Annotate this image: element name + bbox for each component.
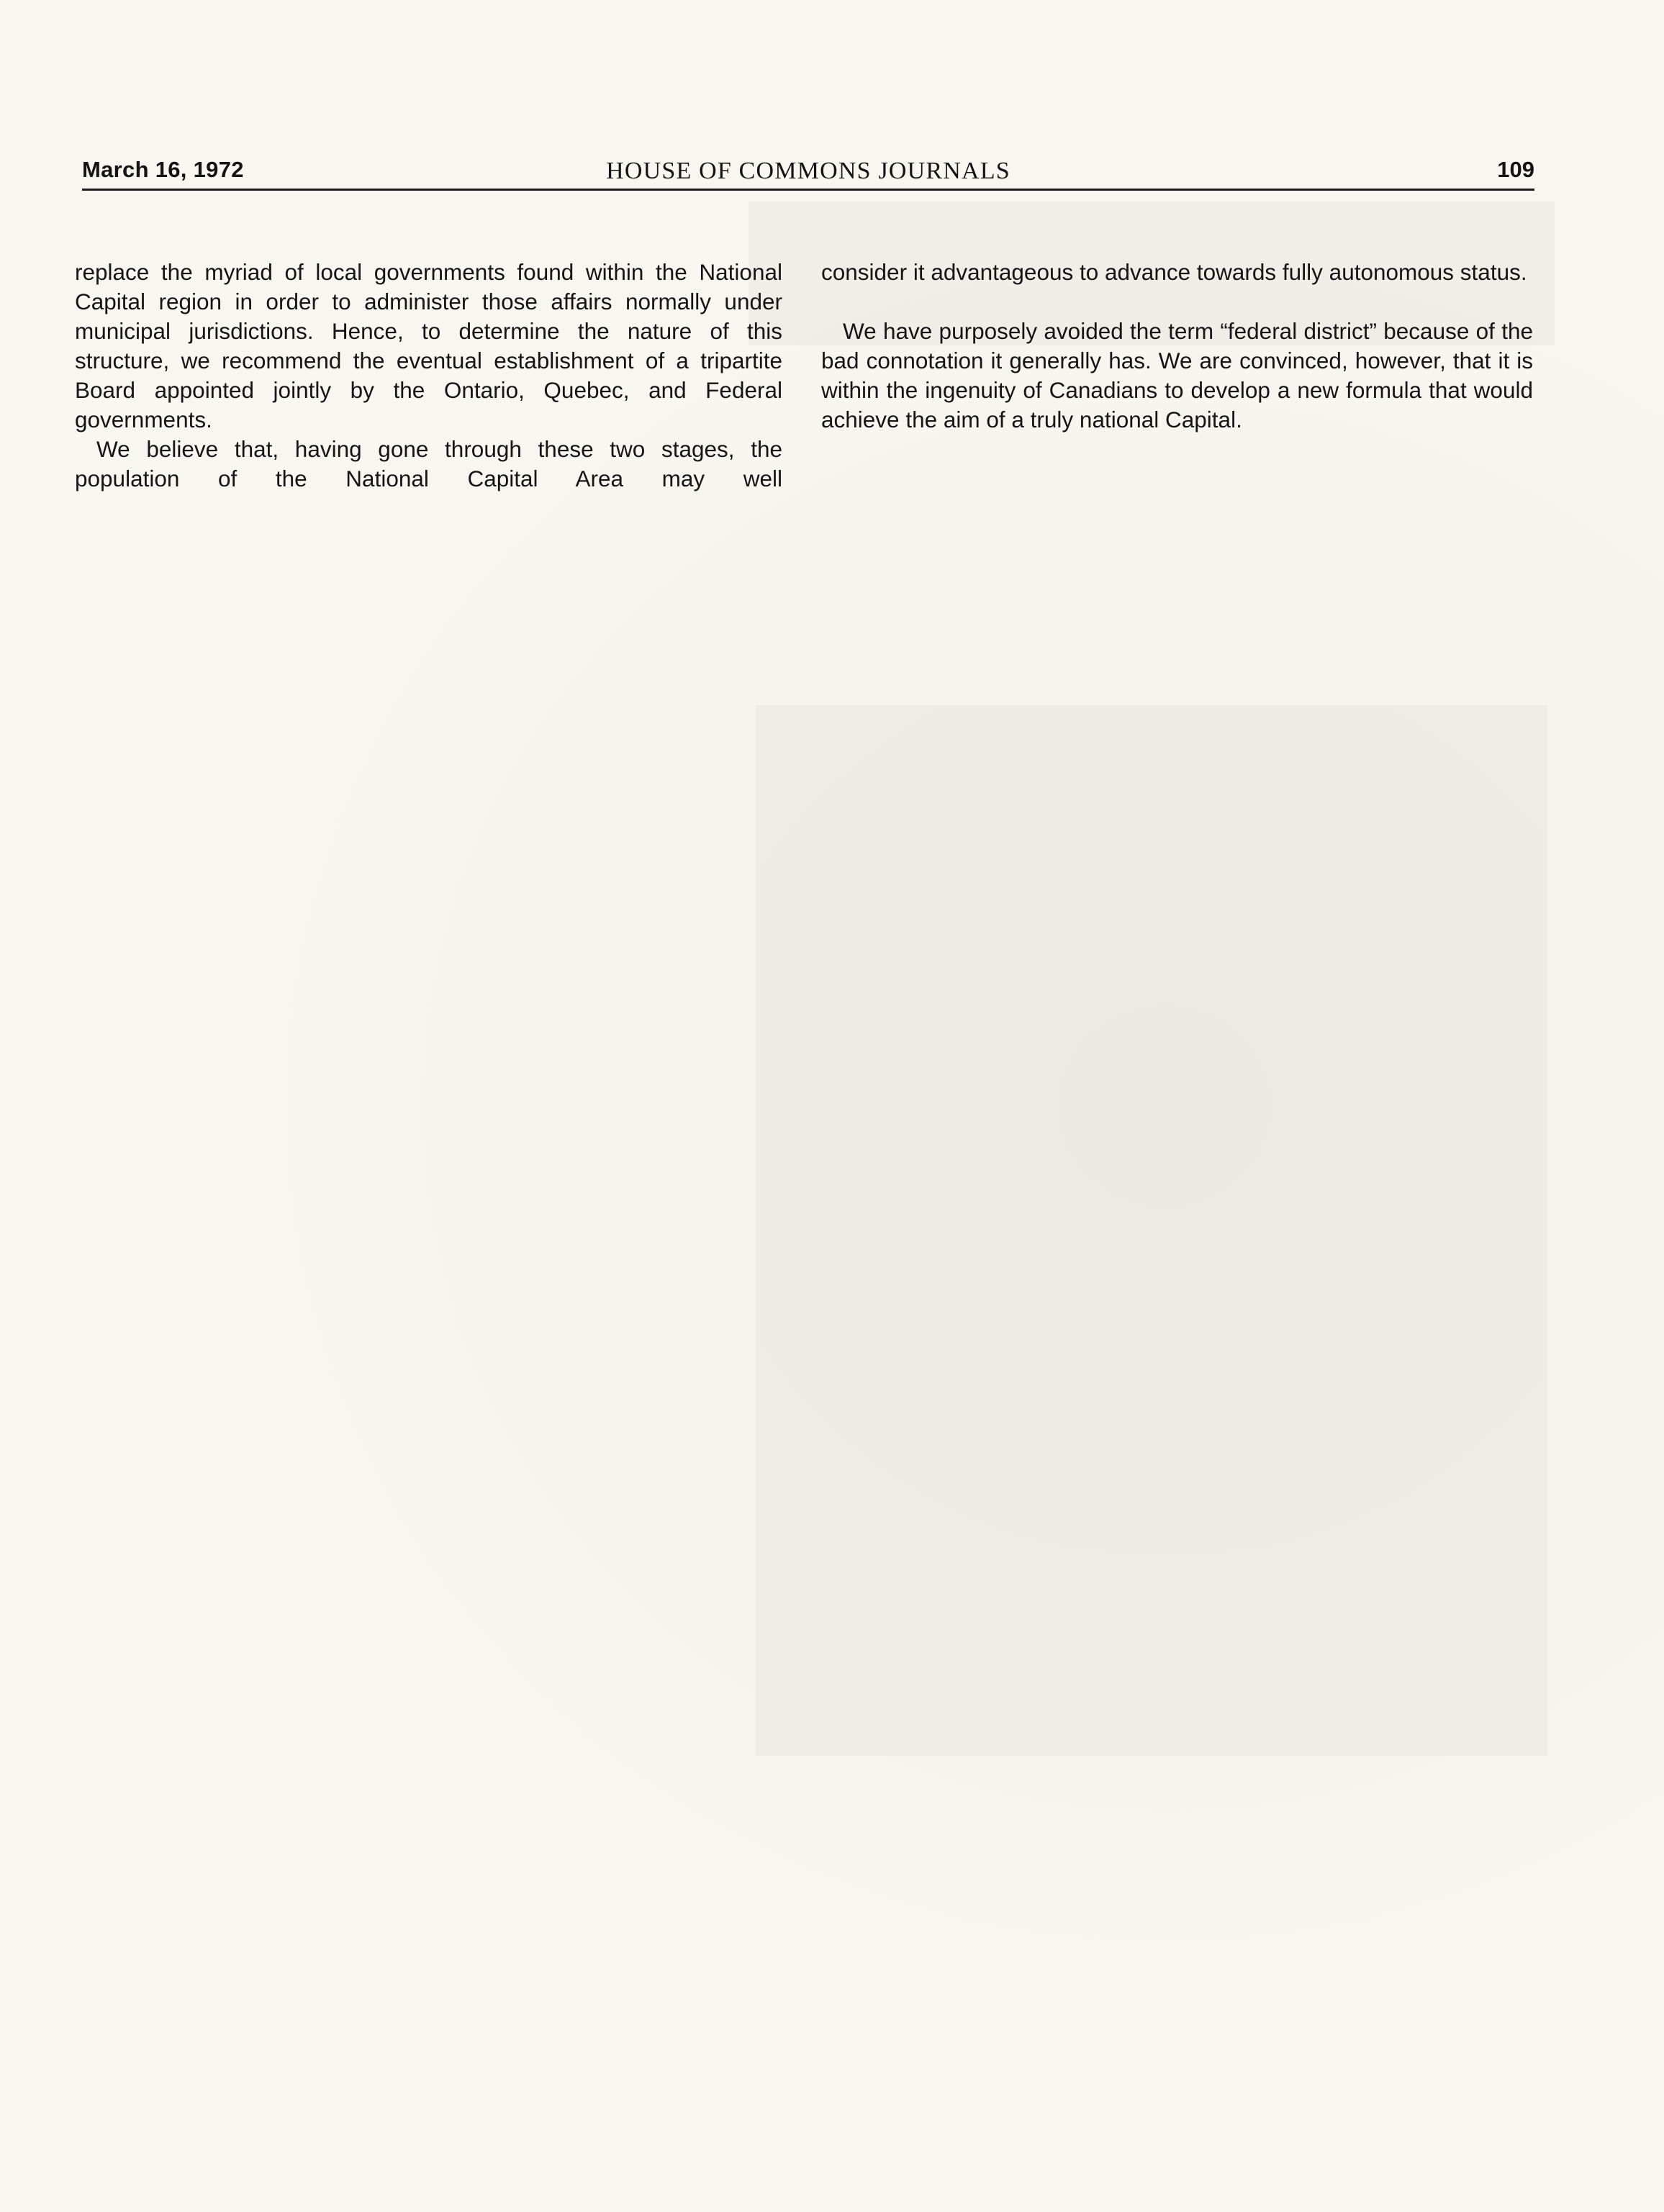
header-title: HOUSE OF COMMONS JOURNALS xyxy=(606,158,1010,184)
left-column xyxy=(75,258,782,494)
right-paragraph-1: consider it advantageous to advance towards fully autonomous status. xyxy=(821,259,1527,285)
right-column xyxy=(821,258,1533,435)
bleed-through-region xyxy=(756,705,1547,1756)
left-paragraph-1: replace the myriad of local governments found within the National Capital region in order to administer those affairs normally under municipal jurisdictions. Hence, to determine the nature of this structure, we recommend the eventual establishment of a tripartite Board appointed jointly by the Ontario, Quebec, and Federal governments. xyxy=(75,259,782,432)
page-number: 109 xyxy=(1497,157,1534,182)
left-paragraph-2: We believe that, having gone through these two stages, the population of the National Capital Area may well xyxy=(75,436,782,491)
page-header xyxy=(82,157,1534,191)
header-date: March 16, 1972 xyxy=(82,157,244,182)
right-paragraph-2: We have purposely avoided the term “federal district” because of the bad connotation it generally has. We are convinced, however, that it is within the ingenuity of Canadians to develop a new formula that would achieve the aim of a truly national Capital. xyxy=(821,318,1533,432)
